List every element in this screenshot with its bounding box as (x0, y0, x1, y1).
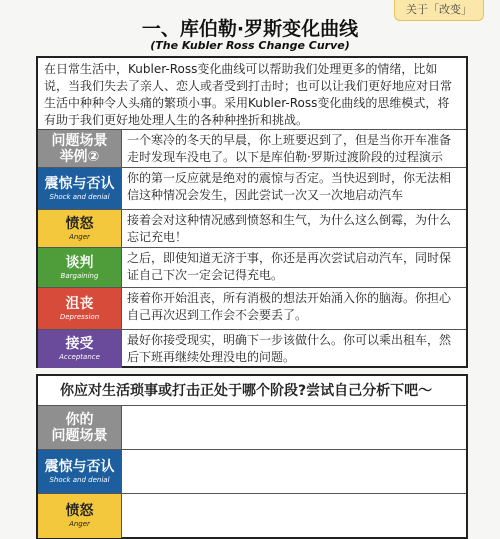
stage-label-depression (38, 288, 122, 329)
worksheet-row-scenario[interactable] (38, 406, 466, 450)
stage-label-anger (38, 210, 122, 247)
stage-name-en: Anger (69, 232, 90, 241)
stage-label-scenario (38, 406, 122, 449)
stage-name: 愤怒 (65, 215, 94, 232)
stage-description: 你的第一反应就是绝对的震惊与否定。当快迟到时，你无法相信这种情况会发生，因此尝试一次又一次地启动汽车 (127, 171, 452, 202)
worksheet-card (36, 374, 468, 539)
stage-name-en: Acceptance (59, 353, 100, 361)
stage-description: 之后，即使知道无济于事，你还是再次尝试启动汽车，同时保证自己下次一定会记得充电。 (127, 251, 452, 282)
worksheet-title: 你应对生活琐事或打击正处于哪个阶段?尝试自己分析下吧～ (38, 376, 466, 406)
stage-label-bargaining (38, 248, 122, 287)
stage-name: 沮丧 (65, 295, 94, 312)
stage-label-anger (38, 494, 122, 538)
stage-name-en: Anger (69, 520, 90, 528)
stage-name: 愤怒 (65, 503, 94, 519)
stage-row-depression (38, 288, 466, 330)
intro-paragraph: 在日常生活中，Kubler-Ross变化曲线可以帮助我们处理更多的情绪，比如说，当我们失去了亲人、恋人或者受到打击时；也可以让我们更好地应对日常生活中种种令人头痛的繁琐小事。采用Kubler-Ross变化曲线的思维模式，将有助于我们更好地处理人生的各种种挫折和挑战。 (38, 58, 466, 130)
stage-description: 最好你接受现实，明确下一步该做什么。你可以乘出租车，然后下班再继续处理没电的问题。 (127, 333, 452, 364)
stage-description: 接着会对这种情况感到愤怒和生气，为什么这么倒霉，为什么忘记充电！ (127, 213, 452, 244)
stage-name: 震惊与否认 (44, 175, 115, 192)
worksheet-answer-field[interactable] (122, 494, 466, 538)
corner-tag: 关于「改变」 (394, 0, 484, 21)
stage-name-en: Shock and denial (49, 192, 110, 201)
stage-description: 接着你开始沮丧，所有消极的想法开始涌入你的脑海。你担心自己再次迟到工作会不会要丢了。 (127, 291, 452, 322)
stage-row-anger (38, 210, 466, 248)
stage-label-acceptance (38, 330, 122, 368)
stage-label-scenario (38, 130, 122, 167)
worksheet-row-shock[interactable] (38, 450, 466, 494)
stage-label-shock (38, 168, 122, 209)
stage-name-en: Bargaining (60, 271, 99, 280)
stage-row-scenario (38, 130, 466, 168)
worksheet-answer-field[interactable] (122, 450, 466, 493)
stage-name-en: Depression (59, 312, 100, 321)
stage-row-bargaining (38, 248, 466, 288)
stage-label-shock (38, 450, 122, 493)
page-subtitle: (The Kubler Ross Change Curve) (150, 39, 350, 52)
stage-name: 谈判 (65, 254, 94, 271)
stage-description: 一个寒冷的冬天的早晨，你上班要迟到了，但是当你开车准备走时发现车没电了。以下是库伯勒·罗斯过渡阶段的过程演示 (127, 133, 452, 164)
stage-name: 震惊与否认 (44, 458, 115, 475)
stage-name: 你的 问题场景 (51, 411, 108, 444)
worksheet-answer-field[interactable] (122, 406, 466, 449)
stage-row-shock (38, 168, 466, 210)
stage-row-acceptance (38, 330, 466, 368)
page-title: 一、库伯勒·罗斯变化曲线 (141, 18, 359, 40)
worksheet-row-anger[interactable] (38, 494, 466, 538)
stages-card (36, 56, 468, 368)
stage-name: 接受 (65, 336, 94, 352)
stage-name-en: Shock and denial (49, 475, 110, 484)
stage-name: 问题场景 举例② (51, 132, 108, 165)
